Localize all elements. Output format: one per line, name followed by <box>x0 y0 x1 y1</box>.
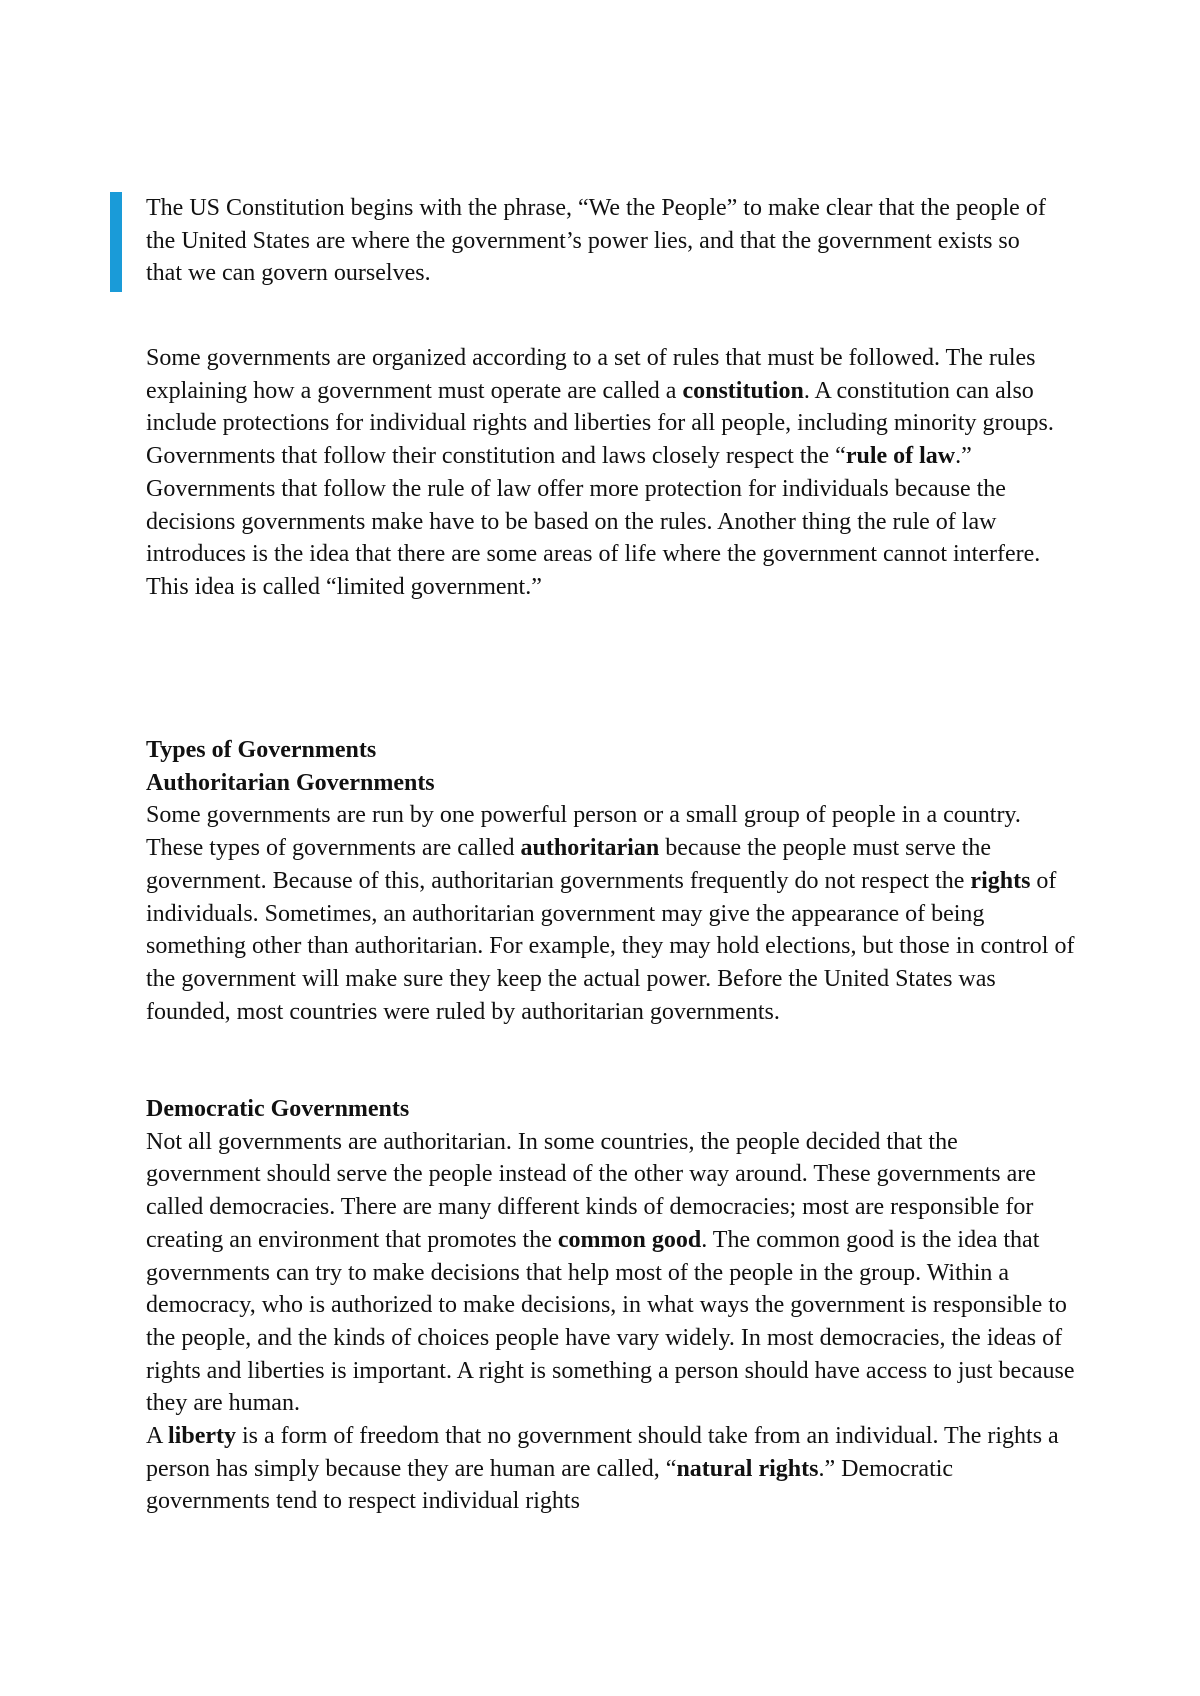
subheading-democratic: Democratic Governments <box>146 1096 410 1122</box>
types-section <box>146 734 1076 1028</box>
constitution-text-2: . A constitution can also include protections for individual rights and liberties for all people, including minority groups. Governments that follow their constitution and laws closely respect the “ <box>146 377 1054 470</box>
callout-text: The US Constitution begins with the phrase, “We the People” to make clear that the people of the United States are where the government’s power lies, and that the government exists so that we can govern ourselves. <box>146 195 1046 287</box>
democratic-section <box>146 1093 1076 1518</box>
democratic-text-1: Not all governments are authoritarian. In some countries, the people decided that the government should serve the people instead of the other way around. These governments are called democracies. There are many different kinds of democracies; most are responsible for creating an environment that promotes the <box>146 1128 1036 1253</box>
term-common-good: common good <box>557 1226 702 1253</box>
constitution-text-3: .” Governments that follow the rule of law offer more protection for individuals because the decisions governments make have to be based on the rules. Another thing the rule of law introduces is the idea that there are some areas of life where the government cannot interfere. This idea is called “limited government.” <box>146 443 1041 600</box>
democratic-text-5: .” Democratic governments tend to respect individual rights <box>146 1455 954 1515</box>
authoritarian-paragraph <box>146 799 1076 1028</box>
term-constitution: constitution <box>682 377 804 404</box>
callout-accent-bar <box>110 192 122 292</box>
democratic-text-4: is a form of freedom that no government should take from an individual. The rights a person has simply because they are human are called, “ <box>146 1423 1059 1482</box>
constitution-text-1: Some governments are organized according to a set of rules that must be followed. The rules explaining how a government must operate are called a <box>146 345 1036 404</box>
democratic-text-3: A <box>146 1423 169 1450</box>
term-natural-rights: natural rights <box>676 1455 819 1482</box>
democratic-paragraph <box>146 1126 1076 1518</box>
term-rights: rights <box>970 867 1031 894</box>
term-rule-of-law: rule of law <box>845 443 956 470</box>
constitution-paragraph <box>146 342 1076 604</box>
authoritarian-text-3: of individuals. Sometimes, an authoritarian government may give the appearance of being something other than authoritarian. For example, they may hold elections, but those in control of the government will make sure they keep the actual power. Before the United States was founded, most countries were ruled by authoritarian governments. <box>146 867 1075 1025</box>
term-authoritarian: authoritarian <box>520 835 660 862</box>
authoritarian-text-1: Some governments are run by one powerful person or a small group of people in a country. These types of governments are called <box>146 802 1021 862</box>
authoritarian-text-2: because the people must serve the government. Because of this, authoritarian governments frequently do not respect the <box>146 835 992 894</box>
subheading-authoritarian: Authoritarian Governments <box>146 769 435 796</box>
section-heading-types: Types of Governments <box>146 737 377 763</box>
democratic-text-2: . The common good is the idea that governments can try to make decisions that help most of the people in the group. Within a democracy, who is authorized to make decisions, in what ways the government is responsible to the people, and the kinds of choices people have vary widely. In most democracies, the ideas of rights and liberties is important. A right is something a person should have access to just because they are human. <box>146 1226 1075 1417</box>
term-liberty: liberty <box>168 1423 236 1450</box>
